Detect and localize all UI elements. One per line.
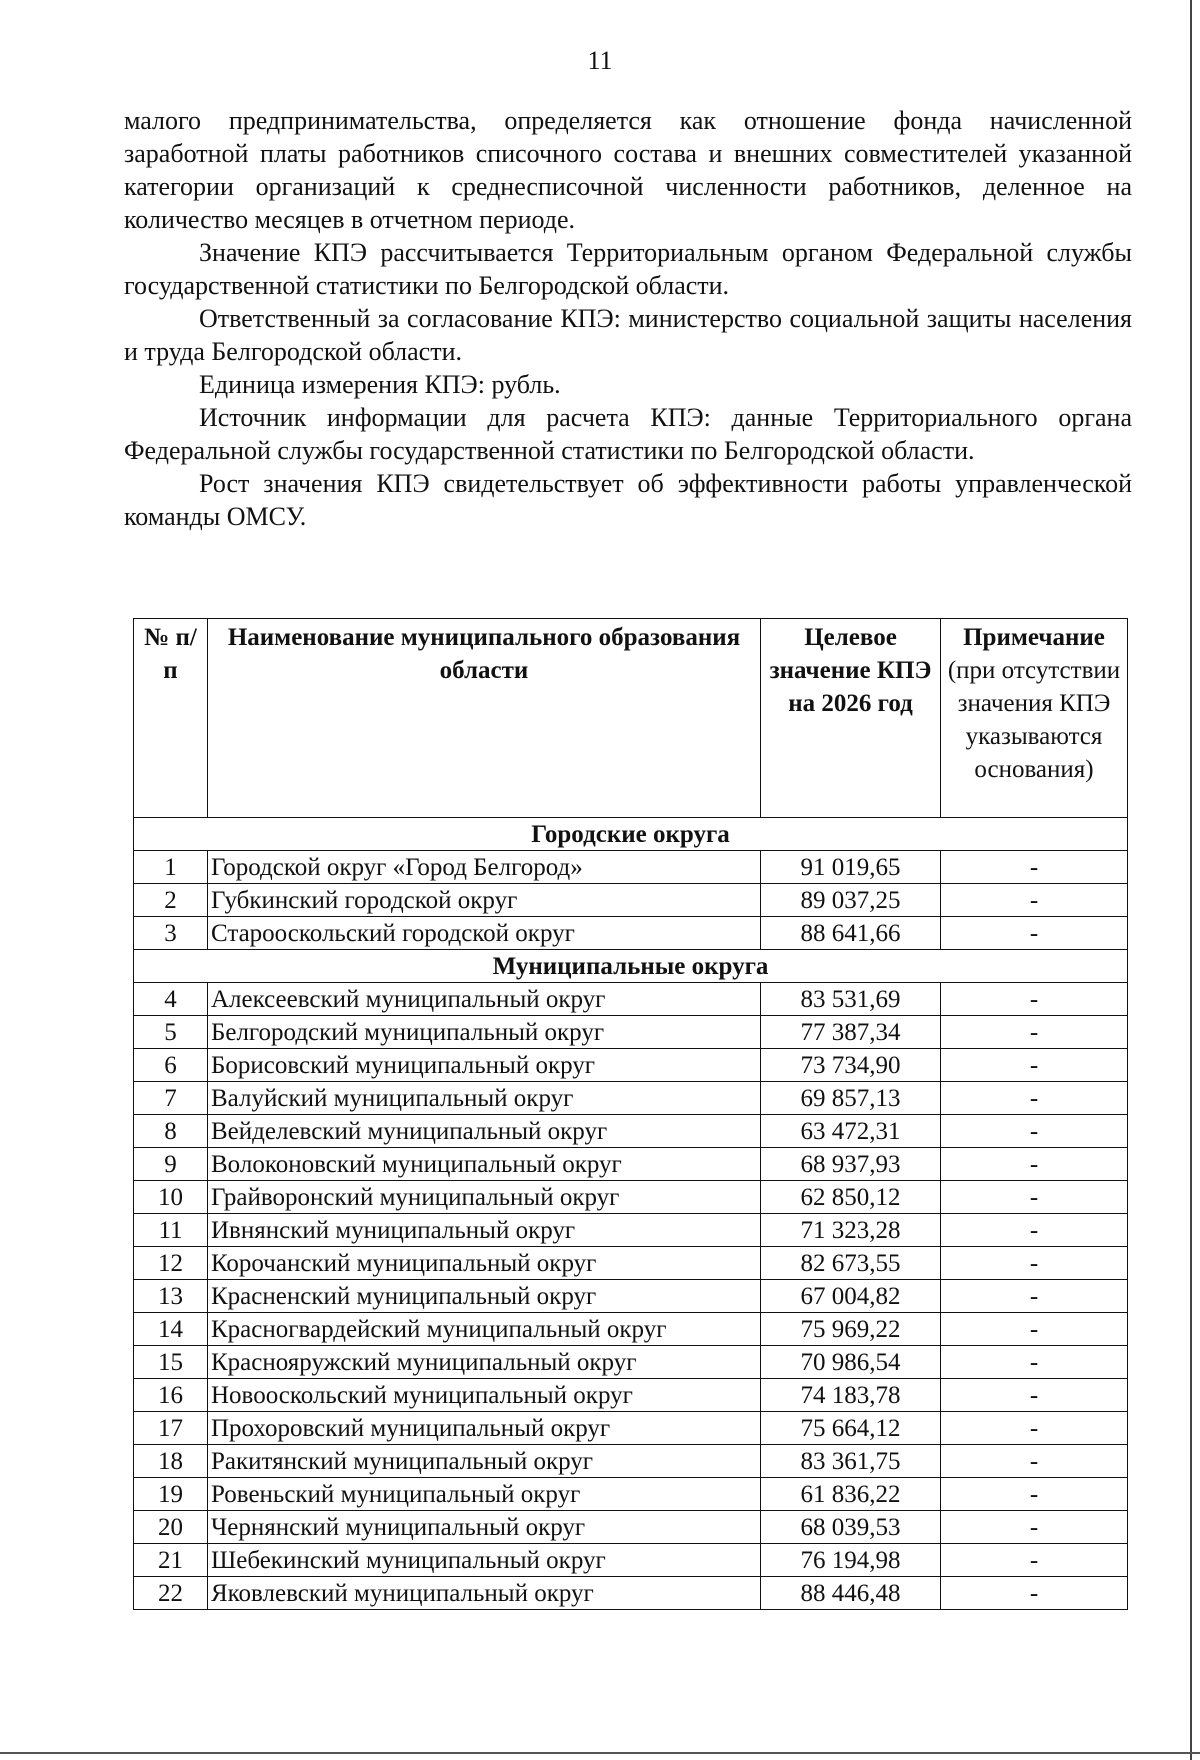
table-row	[134, 1016, 1128, 1049]
target-value: 88 641,66	[761, 917, 941, 950]
municipality-name: Красногвардейский муниципальный округ	[208, 1313, 761, 1346]
note-cell: -	[941, 1082, 1128, 1115]
note-cell: -	[941, 1511, 1128, 1544]
row-number: 2	[134, 884, 208, 917]
section-title: Муниципальные округа	[134, 950, 1128, 983]
target-value: 75 969,22	[761, 1313, 941, 1346]
row-number: 4	[134, 983, 208, 1016]
row-number: 18	[134, 1445, 208, 1478]
target-value: 75 664,12	[761, 1412, 941, 1445]
row-number: 21	[134, 1544, 208, 1577]
target-value: 61 836,22	[761, 1478, 941, 1511]
scan-edge-right	[1190, 0, 1192, 1760]
table-row	[134, 1577, 1128, 1610]
header-num: № п/п	[134, 619, 208, 818]
municipality-name: Старооскольский городской округ	[208, 917, 761, 950]
note-cell: -	[941, 1379, 1128, 1412]
target-value: 73 734,90	[761, 1049, 941, 1082]
table-header-row	[134, 619, 1128, 818]
note-cell: -	[941, 1181, 1128, 1214]
note-cell: -	[941, 1049, 1128, 1082]
note-cell: -	[941, 1577, 1128, 1610]
row-number: 9	[134, 1148, 208, 1181]
municipality-name: Шебекинский муниципальный округ	[208, 1544, 761, 1577]
header-name: Наименование муниципального образования области	[208, 619, 761, 818]
municipality-name: Ракитянский муниципальный округ	[208, 1445, 761, 1478]
note-cell: -	[941, 884, 1128, 917]
page-number: 11	[587, 46, 613, 75]
municipality-name: Новооскольский муниципальный округ	[208, 1379, 761, 1412]
target-value: 69 857,13	[761, 1082, 941, 1115]
note-cell: -	[941, 1115, 1128, 1148]
municipality-name: Краснояружский муниципальный округ	[208, 1346, 761, 1379]
municipality-name: Яковлевский муниципальный округ	[208, 1577, 761, 1610]
row-number: 8	[134, 1115, 208, 1148]
note-cell: -	[941, 1214, 1128, 1247]
note-cell: -	[941, 1280, 1128, 1313]
municipality-name: Губкинский городской округ	[208, 884, 761, 917]
row-number: 20	[134, 1511, 208, 1544]
target-value: 70 986,54	[761, 1346, 941, 1379]
municipality-name: Борисовский муниципальный округ	[208, 1049, 761, 1082]
table-row	[134, 884, 1128, 917]
kpi-table-body	[134, 818, 1128, 1610]
paragraph: Единица измерения КПЭ: рубль.	[199, 370, 561, 399]
table-row	[134, 1082, 1128, 1115]
paragraph: малого предпринимательства, определяется как отношение фонда начисленной заработной платы работников списочного состава и внешних совместителей указанной категории организаций к среднесписочной численности работников, деленное на количество месяцев в отчетном периоде.	[124, 106, 1132, 234]
paragraph: Ответственный за согласование КПЭ: министерство социальной защиты населения и труда Белгородской области.	[124, 304, 1132, 366]
municipality-name: Красненский муниципальный округ	[208, 1280, 761, 1313]
note-cell: -	[941, 1148, 1128, 1181]
table-row	[134, 1049, 1128, 1082]
row-number: 17	[134, 1412, 208, 1445]
table-row	[134, 1148, 1128, 1181]
municipality-name: Прохоровский муниципальный округ	[208, 1412, 761, 1445]
target-value: 83 531,69	[761, 983, 941, 1016]
table-row	[134, 1280, 1128, 1313]
scan-edge-bottom	[0, 1752, 1200, 1754]
municipality-name: Корочанский муниципальный округ	[208, 1247, 761, 1280]
target-value: 88 446,48	[761, 1577, 941, 1610]
row-number: 13	[134, 1280, 208, 1313]
table-row	[134, 851, 1128, 884]
note-cell: -	[941, 1313, 1128, 1346]
row-number: 6	[134, 1049, 208, 1082]
row-number: 5	[134, 1016, 208, 1049]
target-value: 76 194,98	[761, 1544, 941, 1577]
municipality-name: Белгородский муниципальный округ	[208, 1016, 761, 1049]
table-row	[134, 1181, 1128, 1214]
target-value: 71 323,28	[761, 1214, 941, 1247]
note-cell: -	[941, 1412, 1128, 1445]
table-row	[134, 1478, 1128, 1511]
target-value: 62 850,12	[761, 1181, 941, 1214]
target-value: 67 004,82	[761, 1280, 941, 1313]
section-row	[134, 818, 1128, 851]
table-row	[134, 1247, 1128, 1280]
note-cell: -	[941, 1247, 1128, 1280]
table-row	[134, 1412, 1128, 1445]
note-cell: -	[941, 1016, 1128, 1049]
row-number: 10	[134, 1181, 208, 1214]
table-row	[134, 983, 1128, 1016]
row-number: 19	[134, 1478, 208, 1511]
target-value: 68 039,53	[761, 1511, 941, 1544]
municipality-name: Алексеевский муниципальный округ	[208, 983, 761, 1016]
note-cell: -	[941, 1346, 1128, 1379]
table-row	[134, 1379, 1128, 1412]
table-row	[134, 1214, 1128, 1247]
municipality-name: Валуйский муниципальный округ	[208, 1082, 761, 1115]
header-note-title: Примечание	[963, 624, 1105, 651]
header-note	[941, 619, 1128, 818]
municipality-name: Чернянский муниципальный округ	[208, 1511, 761, 1544]
target-value: 63 472,31	[761, 1115, 941, 1148]
table-row	[134, 1511, 1128, 1544]
table-row	[134, 1445, 1128, 1478]
target-value: 89 037,25	[761, 884, 941, 917]
row-number: 11	[134, 1214, 208, 1247]
row-number: 7	[134, 1082, 208, 1115]
target-value: 83 361,75	[761, 1445, 941, 1478]
paragraph: Значение КПЭ рассчитывается Территориальным органом Федеральной службы государственной статистики по Белгородской области.	[124, 238, 1132, 300]
table-row	[134, 917, 1128, 950]
row-number: 12	[134, 1247, 208, 1280]
row-number: 1	[134, 851, 208, 884]
note-cell: -	[941, 1445, 1128, 1478]
target-value: 77 387,34	[761, 1016, 941, 1049]
municipality-name: Волоконовский муниципальный округ	[208, 1148, 761, 1181]
municipality-name: Ивнянский муниципальный округ	[208, 1214, 761, 1247]
table-row	[134, 1313, 1128, 1346]
municipality-name: Грайворонский муниципальный округ	[208, 1181, 761, 1214]
kpi-table	[133, 618, 1128, 1610]
note-cell: -	[941, 983, 1128, 1016]
paragraph: Источник информации для расчета КПЭ: данные Территориального органа Федеральной службы государственной статистики по Белгородской области.	[124, 403, 1132, 465]
municipality-name: Ровеньский муниципальный округ	[208, 1478, 761, 1511]
target-value: 91 019,65	[761, 851, 941, 884]
target-value: 82 673,55	[761, 1247, 941, 1280]
note-cell: -	[941, 1478, 1128, 1511]
paragraph: Рост значения КПЭ свидетельствует об эффективности работы управленческой команды ОМСУ.	[124, 469, 1132, 531]
target-value: 74 183,78	[761, 1379, 941, 1412]
row-number: 14	[134, 1313, 208, 1346]
header-target: Целевое значение КПЭ на 2026 год	[761, 619, 941, 818]
note-cell: -	[941, 917, 1128, 950]
row-number: 16	[134, 1379, 208, 1412]
table-row	[134, 1346, 1128, 1379]
row-number: 22	[134, 1577, 208, 1610]
header-note-text: (при отсутствии значения КПЭ указываются основания)	[947, 657, 1121, 783]
target-value: 68 937,93	[761, 1148, 941, 1181]
body-text	[124, 104, 1132, 533]
table-row	[134, 1115, 1128, 1148]
section-title: Городские округа	[134, 818, 1128, 851]
municipality-name: Городской округ «Город Белгород»	[208, 851, 761, 884]
row-number: 3	[134, 917, 208, 950]
municipality-name: Вейделевский муниципальный округ	[208, 1115, 761, 1148]
table-row	[134, 1544, 1128, 1577]
note-cell: -	[941, 1544, 1128, 1577]
section-row	[134, 950, 1128, 983]
note-cell: -	[941, 851, 1128, 884]
row-number: 15	[134, 1346, 208, 1379]
